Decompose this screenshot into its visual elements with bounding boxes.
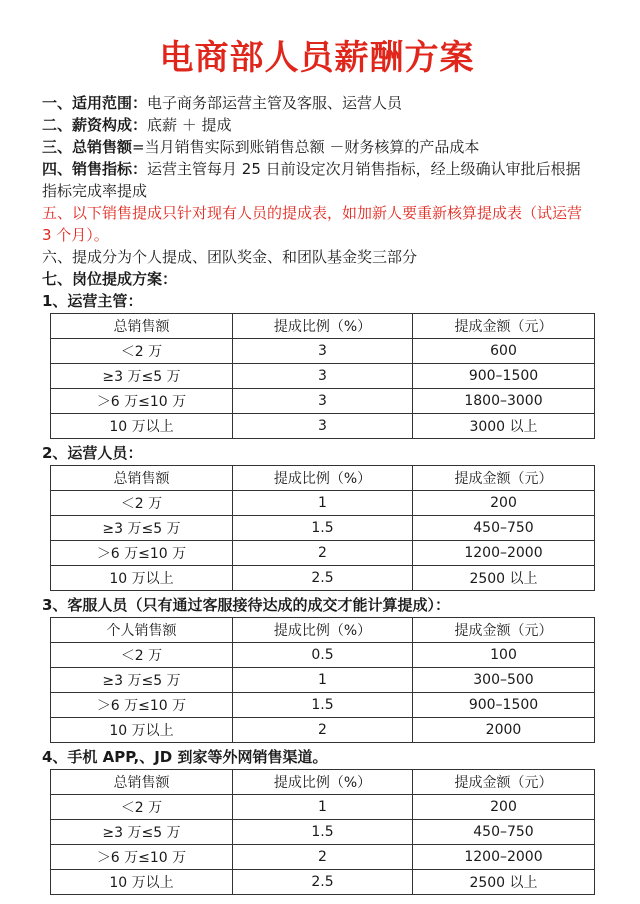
commission-table bbox=[50, 465, 595, 591]
commission-table bbox=[50, 313, 595, 439]
header-cell: 提成比例（%） bbox=[233, 618, 413, 643]
total-sales-line bbox=[42, 136, 592, 158]
table-row bbox=[51, 414, 595, 439]
table-cell: 3000 以上 bbox=[413, 414, 595, 439]
sales-target-line bbox=[42, 158, 592, 202]
table-row bbox=[51, 364, 595, 389]
section-operations-staff bbox=[42, 442, 592, 591]
table-cell: 10 万以上 bbox=[51, 870, 233, 895]
table-row bbox=[51, 845, 595, 870]
table-cell: 2 bbox=[233, 845, 413, 870]
table-cell: 450–750 bbox=[413, 516, 595, 541]
section-heading: 1、运营主管： bbox=[42, 292, 143, 310]
header-cell: 个人销售额 bbox=[51, 618, 233, 643]
header-cell: 提成金额（元） bbox=[413, 770, 595, 795]
header-cell: 总销售额 bbox=[51, 770, 233, 795]
total-sales-label: 三、总销售额 bbox=[42, 138, 133, 156]
header-cell: 总销售额 bbox=[51, 314, 233, 339]
table-cell: 1 bbox=[233, 668, 413, 693]
table-cell: 2500 以上 bbox=[413, 566, 595, 591]
table-row bbox=[51, 870, 595, 895]
table-cell: ＜2 万 bbox=[51, 491, 233, 516]
table-row bbox=[51, 668, 595, 693]
table-cell: ＞6 万≤10 万 bbox=[51, 389, 233, 414]
scope-line bbox=[42, 92, 592, 114]
salary-structure-line bbox=[42, 114, 592, 136]
section-heading: 2、运营人员： bbox=[42, 444, 143, 462]
table-cell: ≥3 万≤5 万 bbox=[51, 516, 233, 541]
header-cell: 提成比例（%） bbox=[233, 314, 413, 339]
section-heading: 4、手机 APP,、JD 到家等外网销售渠道。 bbox=[42, 748, 328, 766]
table-cell: 2 bbox=[233, 541, 413, 566]
table-cell: 200 bbox=[413, 795, 595, 820]
salary-structure-label: 二、薪资构成： bbox=[42, 116, 148, 134]
table-row bbox=[51, 643, 595, 668]
table-cell: ＜2 万 bbox=[51, 643, 233, 668]
table-cell: ＞6 万≤10 万 bbox=[51, 693, 233, 718]
table-cell: 200 bbox=[413, 491, 595, 516]
table-header-row bbox=[51, 466, 595, 491]
total-sales-text: =当月销售实际到账销售总额 －财务核算的产品成本 bbox=[132, 138, 480, 156]
table-cell: ≥3 万≤5 万 bbox=[51, 820, 233, 845]
table-cell: ＞6 万≤10 万 bbox=[51, 541, 233, 566]
table-cell: 10 万以上 bbox=[51, 718, 233, 743]
commission-table bbox=[50, 617, 595, 743]
table-cell: 3 bbox=[233, 414, 413, 439]
table-row bbox=[51, 795, 595, 820]
commission-parts-line: 六、提成分为个人提成、团队奖金、和团队基金奖三部分 bbox=[42, 248, 418, 266]
table-cell: 1200–2000 bbox=[413, 541, 595, 566]
table-cell: 10 万以上 bbox=[51, 414, 233, 439]
table-cell: 10 万以上 bbox=[51, 566, 233, 591]
table-row bbox=[51, 566, 595, 591]
table-row bbox=[51, 389, 595, 414]
table-row bbox=[51, 491, 595, 516]
table-cell: 2 bbox=[233, 718, 413, 743]
table-cell: 3 bbox=[233, 389, 413, 414]
sales-target-text: 运营主管每月 25 日前设定次月销售指标，经上级确认审批后根据指标完成率提成 bbox=[42, 160, 581, 200]
salary-structure-text: 底薪 ＋ 提成 bbox=[147, 116, 232, 134]
table-cell: 1800–3000 bbox=[413, 389, 595, 414]
table-cell: 1 bbox=[233, 491, 413, 516]
table-cell: 0.5 bbox=[233, 643, 413, 668]
table-cell: 1.5 bbox=[233, 693, 413, 718]
table-row bbox=[51, 820, 595, 845]
header-cell: 提成金额（元） bbox=[413, 618, 595, 643]
header-cell: 总销售额 bbox=[51, 466, 233, 491]
table-cell: 100 bbox=[413, 643, 595, 668]
table-header-row bbox=[51, 770, 595, 795]
scope-label: 一、适用范围： bbox=[42, 94, 148, 112]
commission-sections bbox=[42, 290, 592, 895]
table-cell: 2.5 bbox=[233, 566, 413, 591]
table-cell: 900–1500 bbox=[413, 364, 595, 389]
table-row bbox=[51, 541, 595, 566]
table-cell: 900–1500 bbox=[413, 693, 595, 718]
page-title: 电商部人员薪酬方案 bbox=[159, 38, 475, 78]
table-cell: 600 bbox=[413, 339, 595, 364]
header-cell: 提成比例（%） bbox=[233, 466, 413, 491]
red-note: 五、以下销售提成只针对现有人员的提成表，如加新人要重新核算提成表（试运营 3 个月）。 bbox=[42, 204, 583, 244]
table-cell: 1.5 bbox=[233, 516, 413, 541]
section-customer-service bbox=[42, 594, 592, 743]
table-cell: 3 bbox=[233, 364, 413, 389]
header-cell: 提成比例（%） bbox=[233, 770, 413, 795]
table-row bbox=[51, 516, 595, 541]
table-cell: 2500 以上 bbox=[413, 870, 595, 895]
table-cell: 1 bbox=[233, 795, 413, 820]
scope-text: 电子商务部运营主管及客服、运营人员 bbox=[147, 94, 403, 112]
sales-target-label: 四、销售指标： bbox=[42, 160, 148, 178]
section-operations-manager bbox=[42, 290, 592, 439]
table-cell: 2.5 bbox=[233, 870, 413, 895]
table-cell: 3 bbox=[233, 339, 413, 364]
table-cell: ＞6 万≤10 万 bbox=[51, 845, 233, 870]
table-cell: 1200–2000 bbox=[413, 845, 595, 870]
section-heading: 3、客服人员（只有通过客服接待达成的成交才能计算提成）： bbox=[42, 596, 450, 614]
table-cell: ＜2 万 bbox=[51, 795, 233, 820]
table-cell: 1.5 bbox=[233, 820, 413, 845]
position-plan-heading: 七、岗位提成方案： bbox=[42, 270, 178, 288]
header-cell: 提成金额（元） bbox=[413, 314, 595, 339]
commission-table bbox=[50, 769, 595, 895]
table-header-row bbox=[51, 314, 595, 339]
table-cell: ≥3 万≤5 万 bbox=[51, 364, 233, 389]
table-row bbox=[51, 339, 595, 364]
table-cell: 450–750 bbox=[413, 820, 595, 845]
table-cell: ＜2 万 bbox=[51, 339, 233, 364]
table-row bbox=[51, 718, 595, 743]
section-external-channels bbox=[42, 746, 592, 895]
table-header-row bbox=[51, 618, 595, 643]
table-cell: ≥3 万≤5 万 bbox=[51, 668, 233, 693]
table-row bbox=[51, 693, 595, 718]
table-cell: 300–500 bbox=[413, 668, 595, 693]
header-cell: 提成金额（元） bbox=[413, 466, 595, 491]
table-cell: 2000 bbox=[413, 718, 595, 743]
